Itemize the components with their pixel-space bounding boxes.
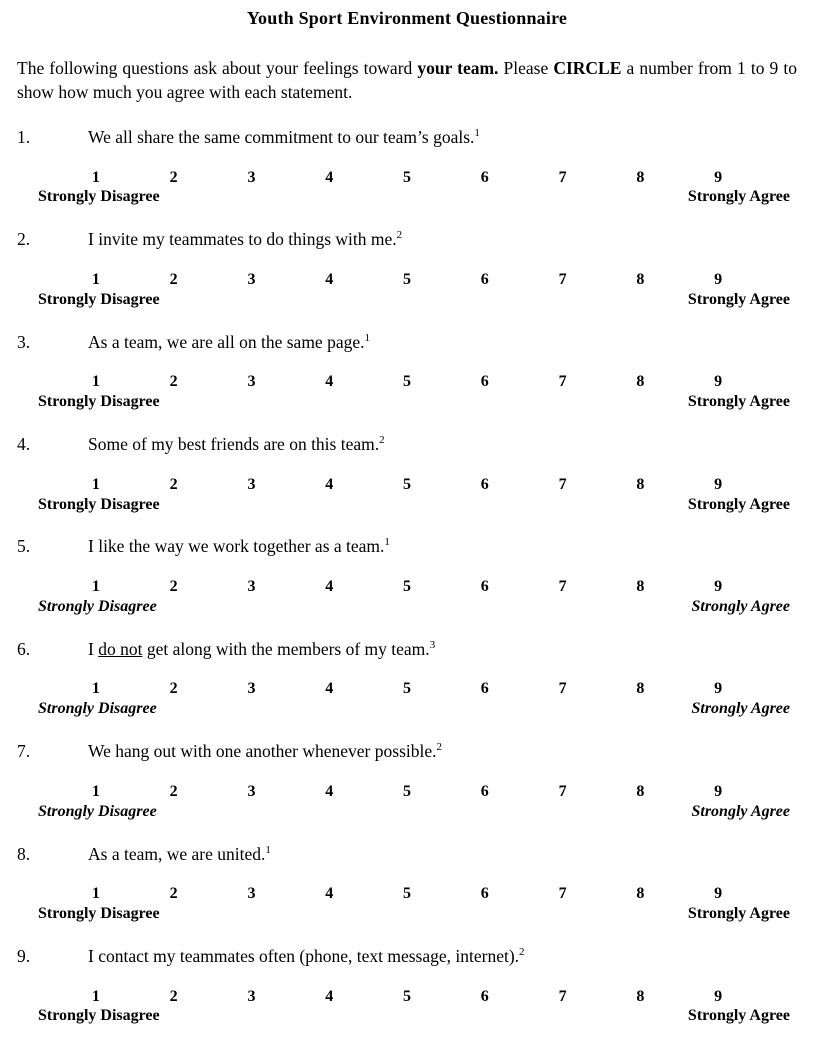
question-row	[17, 228, 797, 252]
scale-number-5[interactable]: 5	[403, 885, 412, 903]
anchor-strongly-agree: Strongly Agree	[687, 495, 790, 513]
scale-number-9[interactable]: 9	[714, 475, 723, 493]
footnote-superscript: 2	[396, 229, 403, 242]
scale-number-7[interactable]: 7	[558, 373, 567, 391]
scale-number-4[interactable]: 4	[325, 782, 334, 800]
scale-number-4[interactable]: 4	[325, 475, 334, 493]
question-number: 8.	[17, 843, 31, 864]
scale-anchors	[17, 188, 797, 207]
question-text	[88, 638, 797, 662]
scale-number-7[interactable]: 7	[558, 680, 567, 698]
anchor-strongly-disagree: Strongly Disagree	[38, 905, 160, 923]
anchor-strongly-agree: Strongly Agree	[691, 597, 790, 615]
scale-number-6[interactable]: 6	[480, 168, 489, 186]
question-row	[17, 945, 797, 969]
scale-number-8[interactable]: 8	[636, 680, 645, 698]
scale-number-3[interactable]: 3	[247, 373, 256, 391]
scale-number-9[interactable]: 9	[714, 885, 723, 903]
rating-scale	[17, 169, 797, 208]
anchor-strongly-agree: Strongly Agree	[687, 393, 790, 411]
question-text-segment: We hang out with one another whenever possible.	[88, 741, 437, 762]
scale-number-1[interactable]: 1	[91, 475, 100, 493]
scale-anchors	[17, 291, 797, 310]
question-block	[17, 126, 797, 207]
anchor-strongly-disagree: Strongly Disagree	[38, 393, 160, 411]
question-row	[17, 433, 797, 457]
scale-number-1[interactable]: 1	[91, 168, 100, 186]
rating-scale	[17, 680, 797, 719]
question-block	[17, 331, 797, 412]
scale-number-5[interactable]: 5	[403, 578, 412, 596]
scale-number-8[interactable]: 8	[636, 782, 645, 800]
footnote-superscript: 3	[429, 638, 436, 651]
scale-number-5[interactable]: 5	[403, 373, 412, 391]
question-number: 6.	[17, 638, 31, 659]
rating-scale	[17, 373, 797, 412]
question-text	[88, 331, 797, 355]
scale-anchors	[17, 598, 797, 617]
scale-anchors	[17, 393, 797, 412]
question-number: 3.	[17, 331, 31, 352]
anchor-strongly-agree: Strongly Agree	[691, 802, 790, 820]
scale-numbers	[57, 680, 757, 699]
scale-number-8[interactable]: 8	[636, 168, 645, 186]
scale-number-9[interactable]: 9	[714, 270, 723, 288]
scale-number-3[interactable]: 3	[247, 782, 256, 800]
scale-number-3[interactable]: 3	[247, 987, 256, 1005]
question-block	[17, 843, 797, 924]
scale-number-2[interactable]: 2	[169, 680, 178, 698]
scale-number-9[interactable]: 9	[714, 987, 723, 1005]
rating-scale	[17, 783, 797, 822]
footnote-superscript: 2	[379, 434, 385, 447]
scale-number-3[interactable]: 3	[247, 168, 256, 186]
scale-number-6[interactable]: 6	[480, 680, 489, 698]
question-row	[17, 331, 797, 355]
scale-number-2[interactable]: 2	[169, 270, 178, 288]
scale-numbers	[57, 783, 757, 802]
scale-number-5[interactable]: 5	[403, 782, 412, 800]
scale-numbers	[57, 885, 757, 904]
anchor-strongly-agree: Strongly Agree	[687, 905, 790, 923]
scale-number-9[interactable]: 9	[714, 578, 723, 596]
scale-number-2[interactable]: 2	[169, 782, 178, 800]
scale-numbers	[57, 271, 757, 290]
question-row	[17, 638, 797, 662]
question-block	[17, 638, 797, 719]
question-text	[88, 945, 797, 969]
question-block	[17, 433, 797, 514]
rating-scale	[17, 578, 797, 617]
scale-number-1[interactable]: 1	[91, 270, 100, 288]
question-text-segment: I	[88, 638, 99, 659]
scale-number-3[interactable]: 3	[247, 885, 256, 903]
scale-number-5[interactable]: 5	[403, 987, 412, 1005]
question-text-segment: I like the way we work together as a team.	[88, 536, 385, 557]
scale-number-8[interactable]: 8	[636, 270, 645, 288]
footnote-superscript: 1	[265, 843, 271, 856]
scale-number-8[interactable]: 8	[636, 475, 645, 493]
rating-scale	[17, 988, 797, 1027]
scale-number-4[interactable]: 4	[325, 373, 334, 391]
scale-number-2[interactable]: 2	[169, 475, 178, 493]
anchor-strongly-disagree: Strongly Disagree	[38, 290, 160, 308]
scale-number-6[interactable]: 6	[480, 373, 489, 391]
question-block	[17, 945, 797, 1026]
intro-bold-circle: CIRCLE	[553, 58, 622, 78]
scale-number-2[interactable]: 2	[169, 168, 178, 186]
scale-number-3[interactable]: 3	[247, 578, 256, 596]
footnote-superscript: 1	[384, 536, 390, 549]
scale-number-1[interactable]: 1	[91, 885, 100, 903]
scale-number-6[interactable]: 6	[480, 475, 489, 493]
scale-number-9[interactable]: 9	[714, 168, 723, 186]
scale-numbers	[57, 373, 757, 392]
intro-paragraph	[17, 57, 797, 105]
scale-number-5[interactable]: 5	[403, 270, 412, 288]
question-number: 5.	[17, 536, 31, 557]
footnote-superscript: 1	[474, 127, 480, 140]
scale-anchors	[17, 496, 797, 515]
scale-number-6[interactable]: 6	[480, 885, 489, 903]
intro-text-3: a number from 1 to 9 to show how much you agree with each statement.	[17, 58, 797, 102]
anchor-strongly-agree: Strongly Agree	[691, 700, 790, 718]
question-row	[17, 843, 797, 867]
scale-number-7[interactable]: 7	[558, 987, 567, 1005]
anchor-strongly-disagree: Strongly Disagree	[38, 802, 157, 820]
question-block	[17, 535, 797, 616]
questions-list	[17, 126, 797, 1026]
anchor-strongly-disagree: Strongly Disagree	[38, 597, 157, 615]
scale-number-9[interactable]: 9	[714, 373, 723, 391]
scale-number-7[interactable]: 7	[558, 270, 567, 288]
scale-number-6[interactable]: 6	[480, 578, 489, 596]
scale-numbers	[57, 476, 757, 495]
rating-scale	[17, 271, 797, 310]
question-number: 2.	[17, 229, 31, 250]
question-text-segment: I contact my teammates often (phone, text message, internet).	[88, 945, 520, 966]
question-text-underlined: do not	[98, 638, 143, 659]
question-text-segment: get along with the members of my team.	[142, 638, 430, 659]
question-text	[88, 740, 797, 764]
question-text-segment: Some of my best friends are on this team.	[88, 434, 380, 455]
rating-scale	[17, 476, 797, 515]
scale-number-8[interactable]: 8	[636, 885, 645, 903]
question-number: 4.	[17, 434, 31, 455]
scale-anchors	[17, 803, 797, 822]
scale-number-2[interactable]: 2	[169, 885, 178, 903]
anchor-strongly-disagree: Strongly Disagree	[38, 188, 160, 206]
scale-anchors	[17, 1007, 797, 1026]
question-row	[17, 535, 797, 559]
scale-number-3[interactable]: 3	[247, 270, 256, 288]
question-text	[88, 535, 797, 559]
scale-number-5[interactable]: 5	[403, 680, 412, 698]
question-row	[17, 740, 797, 764]
question-text	[88, 126, 797, 150]
question-text	[88, 228, 797, 252]
scale-number-5[interactable]: 5	[403, 168, 412, 186]
scale-number-2[interactable]: 2	[169, 373, 178, 391]
question-block	[17, 228, 797, 309]
anchor-strongly-agree: Strongly Agree	[687, 290, 790, 308]
scale-number-4[interactable]: 4	[325, 578, 334, 596]
question-number: 7.	[17, 741, 31, 762]
scale-number-7[interactable]: 7	[558, 885, 567, 903]
anchor-strongly-disagree: Strongly Disagree	[38, 700, 157, 718]
scale-numbers	[57, 578, 757, 597]
scale-number-1[interactable]: 1	[91, 680, 100, 698]
scale-number-3[interactable]: 3	[247, 475, 256, 493]
scale-number-8[interactable]: 8	[636, 373, 645, 391]
rating-scale	[17, 885, 797, 924]
question-text-segment: As a team, we are united.	[88, 843, 266, 864]
scale-number-4[interactable]: 4	[325, 680, 334, 698]
scale-anchors	[17, 700, 797, 719]
anchor-strongly-disagree: Strongly Disagree	[38, 1007, 160, 1025]
page-title: Youth Sport Environment Questionnaire	[246, 8, 568, 28]
scale-number-7[interactable]: 7	[558, 782, 567, 800]
anchor-strongly-agree: Strongly Agree	[687, 188, 790, 206]
intro-text-2: Please	[498, 58, 554, 78]
scale-number-3[interactable]: 3	[247, 680, 256, 698]
scale-number-4[interactable]: 4	[325, 885, 334, 903]
intro-bold-your-team: your team.	[417, 58, 499, 78]
footnote-superscript: 2	[519, 946, 525, 959]
question-block	[17, 740, 797, 821]
scale-number-7[interactable]: 7	[558, 475, 567, 493]
scale-number-1[interactable]: 1	[91, 578, 100, 596]
scale-number-6[interactable]: 6	[480, 270, 489, 288]
scale-number-1[interactable]: 1	[91, 782, 100, 800]
question-row	[17, 126, 797, 150]
scale-number-7[interactable]: 7	[558, 168, 567, 186]
question-text-segment: I invite my teammates to do things with me.	[88, 229, 397, 250]
scale-number-9[interactable]: 9	[714, 782, 723, 800]
anchor-strongly-agree: Strongly Agree	[687, 1007, 790, 1025]
scale-number-9[interactable]: 9	[714, 680, 723, 698]
scale-number-8[interactable]: 8	[636, 987, 645, 1005]
intro-text-1: The following questions ask about your feelings toward	[17, 58, 418, 78]
scale-numbers	[57, 988, 757, 1007]
scale-number-4[interactable]: 4	[325, 270, 334, 288]
scale-numbers	[57, 169, 757, 188]
scale-number-1[interactable]: 1	[91, 373, 100, 391]
scale-number-5[interactable]: 5	[403, 475, 412, 493]
question-text-segment: We all share the same commitment to our team’s goals.	[88, 126, 475, 147]
question-text	[88, 843, 797, 867]
scale-number-7[interactable]: 7	[558, 578, 567, 596]
question-number: 9.	[17, 945, 31, 966]
question-number: 1.	[17, 126, 31, 147]
scale-number-4[interactable]: 4	[325, 987, 334, 1005]
scale-number-2[interactable]: 2	[169, 578, 178, 596]
scale-anchors	[17, 905, 797, 924]
anchor-strongly-disagree: Strongly Disagree	[38, 495, 160, 513]
scale-number-8[interactable]: 8	[636, 578, 645, 596]
scale-number-1[interactable]: 1	[91, 987, 100, 1005]
footnote-superscript: 1	[364, 331, 370, 344]
scale-number-4[interactable]: 4	[325, 168, 334, 186]
scale-number-6[interactable]: 6	[480, 987, 489, 1005]
question-text	[88, 433, 797, 457]
scale-number-2[interactable]: 2	[169, 987, 178, 1005]
footnote-superscript: 2	[436, 741, 442, 754]
scale-number-6[interactable]: 6	[480, 782, 489, 800]
question-text-segment: As a team, we are all on the same page.	[88, 331, 365, 352]
